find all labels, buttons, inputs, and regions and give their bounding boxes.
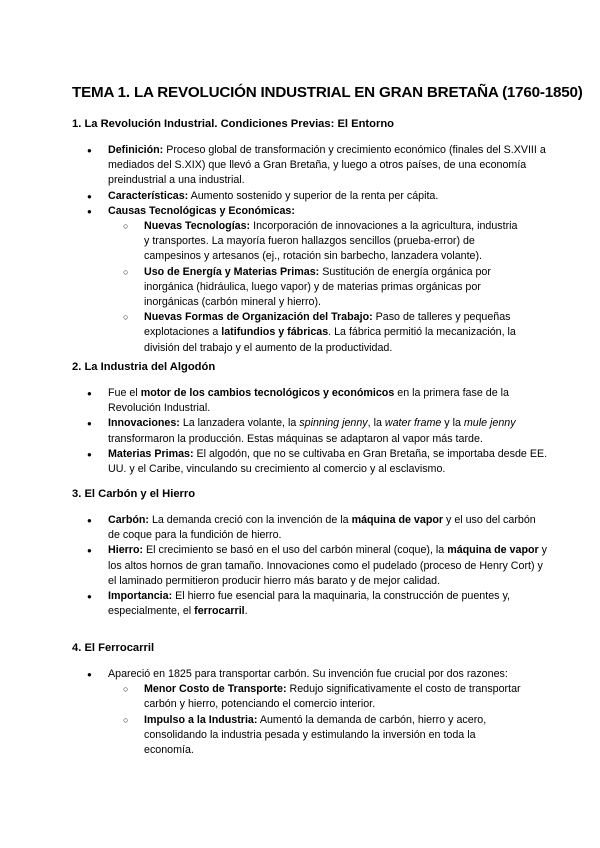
- sublist-item: ○ Impulso a la Industria: Aumentó la demanda de carbón, hierro y acero, consolidando la industria pesada y estimulando la inversión en toda la economía.: [144, 713, 524, 759]
- section-2-list: [108, 386, 548, 477]
- list-item: ● Innovaciones: La lanzadera volante, la spinning jenny, la water frame y la mule jenny transformaron la producción. Estas máquinas se adaptaron al vapor más tarde.: [108, 416, 548, 446]
- list-item: ● Fue el motor de los cambios tecnológicos y económicos en la primera fase de la Revolución Industrial.: [108, 386, 548, 416]
- list-item: ● Definición: Proceso global de transformación y crecimiento económico (finales del S.XVIII a mediados del S.XIX) que llevó a Gran Bretaña, y luego a otros países, de una economía preindustrial a una industrial.: [108, 143, 548, 189]
- sublist-item: ○ Nuevas Formas de Organización del Trabajo: Paso de talleres y pequeñas explotaciones a latifundios y fábricas. La fábrica permitió la mecanización, la división del trabajo y el aumento de la productividad.: [144, 310, 524, 356]
- section-4-list: [108, 667, 548, 758]
- sublist-item: ○ Nuevas Tecnologías: Incorporación de innovaciones a la agricultura, industria y transportes. La mayoría fueron hallazgos sencillos (prueba-error) de campesinos y artesanos (ej., rotación sin barbecho, lanzadera volante).: [144, 219, 524, 265]
- list-item: ● Materias Primas: El algodón, que no se cultivaba en Gran Bretaña, se importaba desde EE. UU. y el Caribe, vinculando su crecimiento al comercio y al esclavismo.: [108, 447, 548, 477]
- list-item: ● Causas Tecnológicas y Económicas: ○ Nuevas Tecnologías: Incorporación de innovaciones a la agricultura, industria y transportes. La mayoría fueron hallazgos sencillos (prueba-error) de campesinos y artesanos (ej., rotación sin barbecho, lanzadera volante). ○ Uso de Energía y Materias Primas: Sustitución de energía orgánica por inorgánica (hidráulica, luego vapor) y de materias primas orgánicas por inorgánicas (carbón mineral y hierro). ○ Nuevas Formas de Organización del Trabajo: Paso de talleres y pequeñas explotaciones a latifundios y fábricas. La fábrica permitió la mecanización, la división del trabajo y el aumento de la productividad.: [108, 204, 548, 356]
- list-item: ● Hierro: El crecimiento se basó en el uso del carbón mineral (coque), la máquina de vapor y los altos hornos de gran tamaño. Innovaciones como el pudelado (proceso de Henry Cort) y el laminado permitieron producir hierro más barato y de mejor calidad.: [108, 543, 548, 589]
- section-3-heading: 3. El Carbón y el Hierro: [72, 488, 196, 500]
- section-1-list: [108, 143, 548, 356]
- sublist: [144, 682, 524, 758]
- section-1-heading: 1. La Revolución Industrial. Condiciones Previas: El Entorno: [72, 118, 395, 130]
- section-2-heading: 2. La Industria del Algodón: [72, 361, 216, 373]
- list-item: ● Carbón: La demanda creció con la invención de la máquina de vapor y el uso del carbón de coque para la fundición de hierro.: [108, 513, 548, 543]
- list-item: ● Características: Aumento sostenido y superior de la renta per cápita.: [108, 189, 548, 204]
- document-title: TEMA 1. LA REVOLUCIÓN INDUSTRIAL EN GRAN BRETAÑA (1760-1850): [72, 84, 583, 101]
- sublist-item: ○ Menor Costo de Transporte: Redujo significativamente el costo de transportar carbón y hierro, potenciando el comercio interior.: [144, 682, 524, 712]
- section-3-list: [108, 513, 548, 619]
- list-item: ● Importancia: El hierro fue esencial para la maquinaria, la construcción de puentes y, especialmente, el ferrocarril.: [108, 589, 548, 619]
- sublist: [144, 219, 524, 356]
- sublist-item: ○ Uso de Energía y Materias Primas: Sustitución de energía orgánica por inorgánica (hidráulica, luego vapor) y de materias primas orgánicas por inorgánicas (carbón mineral y hierro).: [144, 265, 524, 311]
- section-4-heading: 4. El Ferrocarril: [72, 642, 155, 654]
- list-item: ● Apareció en 1825 para transportar carbón. Su invención fue crucial por dos razones: ○ Menor Costo de Transporte: Redujo significativamente el costo de transportar carbón y hierro, potenciando el comercio interior. ○ Impulso a la Industria: Aumentó la demanda de carbón, hierro y acero, consolidando la industria pesada y estimulando la inversión en toda la economía.: [108, 667, 548, 758]
